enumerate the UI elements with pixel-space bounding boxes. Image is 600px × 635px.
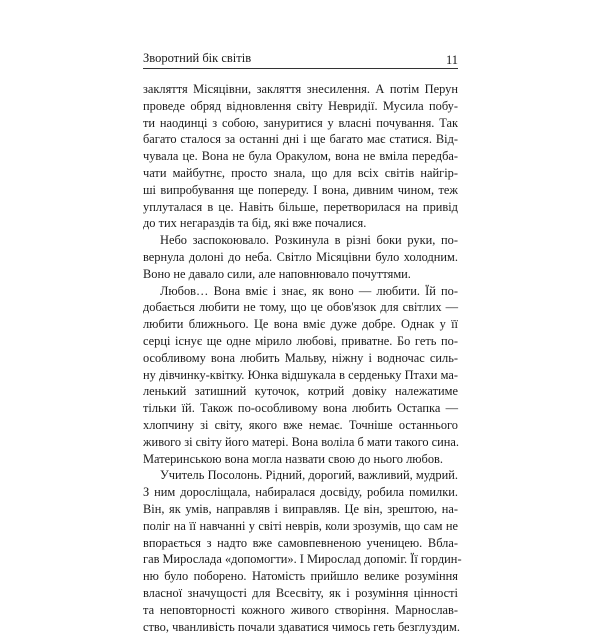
page-number: 11 <box>446 53 458 67</box>
text-line: ти наодинці з собою, зануритися у власні почування. Так <box>143 115 458 132</box>
text-line: до тих негараздів та бід, які вже почалися. <box>143 215 458 232</box>
paragraph-4 <box>143 467 458 635</box>
text-line: добається любити не тому, що це обов'язок для світлих — <box>143 299 458 316</box>
text-line: хлопчину зі світу, якого вже немає. Точніше останнього <box>143 417 458 434</box>
text-line: живого зі світу його матері. Вона воліла б мати такого сина. <box>143 434 458 451</box>
text-line: тільки їй. Також по-особливому вона любить Остапка — <box>143 400 458 417</box>
text-line: Він, як умів, направляв і виправляв. Це він, зрештою, на- <box>143 501 458 518</box>
text-line: багато сталося за останні дні і ще багато має статися. Від- <box>143 131 458 148</box>
text-line: Материнською вона могла назвати свою до нього любов. <box>143 451 458 468</box>
text-line: З ним доросліщала, набиралася досвіду, робила помилки. <box>143 484 458 501</box>
text-line: проведе обряд відновлення світу Невридії. Мусила побу- <box>143 98 458 115</box>
paragraph-2 <box>143 232 458 282</box>
text-line: особливому вона любить Мальву, ніжну і водночас силь- <box>143 350 458 367</box>
text-line: Любов… Вона вміє і знає, як воно — любити. Їй по- <box>143 283 458 300</box>
text-line: закляття Місяцівни, закляття знесилення. А потім Перун <box>143 81 458 98</box>
text-line: Учитель Посолонь. Рідний, дорогий, важливий, мудрий. <box>143 467 458 484</box>
text-line: впорається з надто вже самовпевненою ученицею. Вбла- <box>143 535 458 552</box>
text-line: Небо заспокоювало. Розкинула в різні боки руки, по- <box>143 232 458 249</box>
running-head <box>143 51 458 73</box>
text-line: ню було поборено. Натомість прийшло велике розуміння <box>143 568 458 585</box>
running-title: Зворотний бік світів <box>143 51 251 65</box>
text-line: Воно не давало сили, але наповнювало почуттями. <box>143 266 458 283</box>
text-line: гав Мирослада «допомогти». І Мирослад допоміг. Її гордин- <box>143 551 458 568</box>
text-line: ленький затишний куточок, котрий довіку належатиме <box>143 383 458 400</box>
text-line: чати майбутнє, просто знала, що для всіх світів найгір- <box>143 165 458 182</box>
text-line: поліг на її навчанні у світі неврів, коли зрозумів, що сам не <box>143 518 458 535</box>
text-line: ну дівчинку-квітку. Юнка відшукала в серденьку Птахи ма- <box>143 367 458 384</box>
text-line: серці існує ще одне мірило любові, приватне. Бо геть по- <box>143 333 458 350</box>
body-text <box>143 81 458 635</box>
header-rule <box>143 68 458 69</box>
text-line: власної значущості для Всесвіту, як і розуміння цінності <box>143 585 458 602</box>
text-line: уплуталася в це. Навіть більше, перетворилася на привід <box>143 199 458 216</box>
text-line: любити ближнього. Це вона вміє дуже добре. Однак у її <box>143 316 458 333</box>
text-line: та неповторності кожного живого створіння. Марнослав- <box>143 602 458 619</box>
text-line: ство, чванливість почали здаватися чимось геть безглуздим. <box>143 619 458 635</box>
text-line: ші випробування ще попереду. І вона, дивним чином, теж <box>143 182 458 199</box>
text-line: вернула долоні до неба. Світло Місяцівни було холодним. <box>143 249 458 266</box>
paragraph-1 <box>143 81 458 232</box>
paragraph-3 <box>143 283 458 468</box>
text-line: чувала це. Вона не була Оракулом, вона не вміла передба- <box>143 148 458 165</box>
